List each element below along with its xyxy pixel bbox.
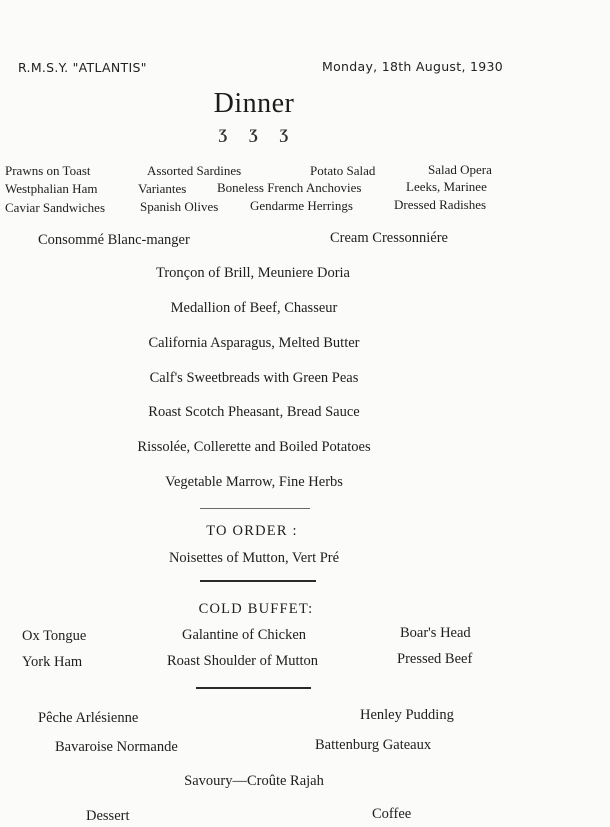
buffet-item: Roast Shoulder of Mutton	[167, 653, 319, 669]
soup-item: Consommé Blanc-manger	[38, 232, 190, 248]
ship-name: R.M.S.Y. "ATLANTIS"	[18, 60, 147, 75]
main-item: Calf's Sweetbreads with Green Peas	[149, 370, 359, 386]
sweet-item: Battenburg Gateaux	[315, 737, 432, 753]
divider	[196, 687, 311, 689]
sweet-item: Pêche Arlésienne	[38, 710, 139, 726]
menu-date: Monday, 18th August, 1930	[322, 59, 503, 74]
savoury-item: Savoury—Croûte Rajah	[184, 773, 324, 789]
to-order-heading: TO ORDER :	[206, 523, 298, 539]
list-item: Leeks, Marinee	[406, 179, 487, 194]
buffet-item: York Ham	[22, 654, 83, 670]
main-item: Vegetable Marrow, Fine Herbs	[165, 474, 343, 490]
list-item: Salad Opera	[428, 162, 492, 177]
buffet-item: Ox Tongue	[22, 628, 87, 644]
main-item: Medallion of Beef, Chasseur	[170, 300, 338, 316]
list-item: Prawns on Toast	[5, 163, 91, 178]
list-item: Assorted Sardines	[147, 163, 242, 178]
main-item: California Asparagus, Melted Butter	[148, 335, 360, 351]
soup-item: Cream Cressonniére	[330, 230, 448, 246]
list-item: Boneless French Anchovies	[217, 180, 362, 195]
dessert-label: Dessert	[86, 808, 130, 824]
list-item: Caviar Sandwiches	[5, 200, 106, 215]
cold-buffet-heading: COLD BUFFET:	[198, 601, 314, 617]
sweet-item: Henley Pudding	[360, 707, 454, 723]
coffee-label: Coffee	[372, 806, 412, 822]
main-item: Roast Scotch Pheasant, Bread Sauce	[148, 404, 360, 420]
sweet-item: Bavaroise Normande	[55, 739, 178, 755]
buffet-item: Boar's Head	[400, 625, 471, 641]
main-item: Tronçon of Brill, Meuniere Doria	[156, 265, 350, 281]
page-title: Dinner	[213, 88, 295, 119]
list-item: Gendarme Herrings	[250, 198, 353, 213]
list-item: Spanish Olives	[140, 199, 219, 214]
divider	[200, 508, 310, 509]
buffet-item: Pressed Beef	[397, 651, 473, 667]
ornament: Ʒ Ʒ Ʒ	[218, 127, 298, 143]
list-item: Westphalian Ham	[5, 181, 98, 196]
main-item: Rissolée, Collerette and Boiled Potatoes	[137, 439, 371, 455]
buffet-item: Galantine of Chicken	[182, 627, 307, 643]
divider	[200, 580, 316, 582]
to-order-item: Noisettes of Mutton, Vert Pré	[168, 550, 340, 566]
list-item: Variantes	[138, 181, 187, 196]
list-item: Potato Salad	[310, 163, 376, 178]
list-item: Dressed Radishes	[394, 197, 487, 212]
